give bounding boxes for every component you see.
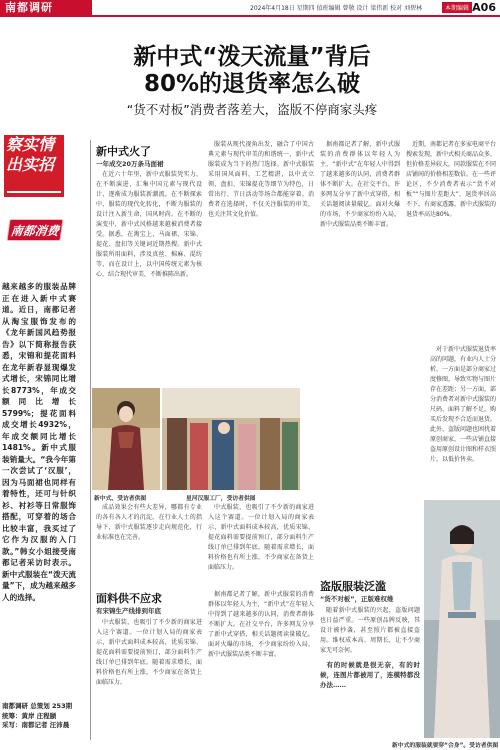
article-paragraph: 近期，南都记者在多家电商平台搜索发现，新中式相关商品众多，但价格差异较大，同款服装在不同店铺间的价格相差数倍。在一些评论区，不少消费者表示“货不对板”“与图片差距大”，退货率居高不下。有商家透露，新中式服装的退货率高达80%。 (406, 141, 496, 218)
article-column-s3 (320, 606, 420, 746)
section2-heading: 面料供不应求 (96, 592, 162, 605)
photo-caption-1: 新中式、受访者供图 (94, 496, 147, 502)
column-tag-underline (7, 191, 61, 193)
section1-subheading: 一年成交20万条马面裙 (96, 160, 164, 168)
article-paragraph: 对于新中式服装退货率高的问题，有业内人士分析，一方面是部分商家过度修图，导致实物与图片存在差距；另一方面，部分消费者对新中式服装的尺码、面料了解不足，购买后发现不合适而退货。此外，盗版问题也困扰着原创商家，一些店铺直接盗用原创设计图和样衣照片，以低价售卖。 (430, 346, 496, 463)
headline-line2: 80%的退货率怎么破 (143, 71, 361, 97)
lead-summary: 越来越多的服装品牌正在进入新中式赛道。近日，南都记者从淘宝服饰发布的《龙年新国风趋势报告》以下简称报告获悉，宋锦和提花面料在龙年新春显现爆发式增长，宋锦同比增长8773%，年成交额同比增长5799%；提花面料成交增长4932%，年成交额同比增长1481%。新中式服装销量大。“我今年第一次尝试了‘汉服’，因为马面裙也同样有着特性，还可与针织衫、衬衫等日常服饰搭配，可穿着的场合比较丰富，我买过了它作为汉服的入门款。”韩女小姐接受南都记者采访时表示。新中式服装在“泼天流量”下，成为越来越多人的选择。 (2, 282, 76, 602)
masthead (0, 0, 500, 16)
pull-quote: 有的时候就是很无奈，有的时候，连图片都被用了，连模特都没办法…… (320, 661, 420, 689)
article-paragraph: 成品效果会有些大差异，哪都有专业的各有各人才的沉淀。在行业人士的指导下，新中式服装逐步走向规范化，行业标准也在完善。 (96, 504, 202, 541)
headline (92, 44, 412, 98)
article-column-3 (320, 140, 400, 570)
article-column-4 (406, 140, 496, 340)
article-column-1 (96, 170, 202, 402)
photo-hanfu-store (162, 388, 300, 490)
credits: 南都调研 总策划 253期 统筹：黄岸 庄程颐 采写：南都记者 汪沛晨 (2, 702, 73, 729)
photo-caption-3: 新中式的服装就要穿“合身”。受访者供图 (392, 743, 499, 749)
section1-heading: 新中式火了 (96, 145, 151, 158)
photo-caption-2: 星河汉服工厂，受访者供图 (186, 496, 256, 502)
section2-subheading: 有宋锦生产线排到年底 (96, 607, 161, 615)
article-paragraph: 据南都记者了解，新中式服装的消费群体以年轻人为主，“新中式”在年轻人中得到了越来越多的认同，消费者群体不断扩大。在社交平台，许多网友分享了新中式穿搭，相关话题阅读量破亿。面对火爆的市场，不少商家纷纷入局，新中式服装品类不断丰富。 (320, 141, 400, 228)
section3-subheading: “货不对板”，正版难权维 (320, 595, 394, 603)
photo-hanfu-store-image (162, 388, 300, 490)
photo-qipao-model (92, 388, 160, 490)
edition-badge: 本期编辑 (442, 2, 472, 13)
article-column-1b (96, 503, 202, 583)
subheadline: “货不对板”消费者落差大，盗版不停商家头疼 (126, 102, 378, 117)
date-info: 2024年4月18日 星期四 值班编辑 曾敬 设计 梁伟新 校对 刘碧林 (250, 5, 423, 12)
masthead-rule (0, 15, 500, 17)
article-paragraph: 中式服装，也吸引了不少新的商家进入这个赛道。一位计划入局的商家表示，新中式面料成本较高，优质宋锦、提花面料需要提前预订，部分面料生产线订单已排到年底。随着需求增长，面料价格也有所上涨，不少商家在备货上面临压力。 (96, 619, 202, 686)
article-paragraph: 据南都记者了解，新中式服装的消费群体以年轻人为主，“新中式”在年轻人中得到了越来越多的认同，消费者群体不断扩大。在社交平台，许多网友分享了新中式穿搭，相关话题阅读量破亿。面对火爆的市场，不少商家纷纷入局，新中式服装品类不断丰富。 (208, 591, 314, 658)
article-column-3b (208, 590, 314, 746)
article-paragraph: 中式服装，也吸引了不少新的商家进入这个赛道。一位计划入局的商家表示，新中式面料成本较高，优质宋锦、提花面料需要提前预订，部分面料生产线订单已排到年底。随着需求增长，面料价格也有所上涨，不少商家在备货上面临压力。 (208, 504, 314, 571)
brand-logo: 南都消费 (6, 219, 63, 241)
left-sidebar (2, 135, 94, 241)
headline-line1: 新中式“泼天流量”背后 (133, 44, 371, 70)
column-tag-line2: 出实招 (6, 155, 55, 174)
article-paragraph: 在近六十年里，新中式服装凭实力，在不断演进，汇集中国元素与现代设计，逐渐成为服装新潮流。在不断探索中，服装的现代化转化，不断为服装的设计注入新生命，国风时尚。在不断的演变中，新中式风格越来越被消费者接受。据悉，在淘宝上，马面裙、宋锦、提花、盘扣等关键词近期热搜。新中式服装所用面料，涉及真丝、棉麻、混纺等，而在设计上，以中国传统元素为核心，结合现代审美，不断推陈出新。 (96, 171, 202, 278)
article-paragraph: 随着新中式服装的兴起，盗版问题也日益严重。一些原创品牌反映，其设计被抄袭，甚至照片都被直接盗用。维权成本高、周期长，让不少商家无可奈何。 (320, 607, 420, 654)
article-column-s2 (96, 618, 202, 746)
article-paragraph: 服装从现代视角出发，融合了中国古典元素与现代审美的和谐统一，新中式服装成为当下的热门选择。新中式服装采用国风面料，工艺精湛，以中式立领、盘扣、宋锦提花等细节为特色，日常出行、节日活动等场合都能穿着。消费者在选择时，不仅关注服装的审美，也关注其文化价值。 (208, 141, 314, 218)
section-tag: 南都调研 (0, 0, 92, 16)
photo-hanfu-model (424, 500, 500, 738)
photo-qipao-model-image (92, 388, 160, 490)
article-column-2 (208, 140, 314, 402)
photo-hanfu-model-image (424, 500, 500, 738)
column-tag (4, 135, 64, 197)
section3-heading: 盗版服装泛滥 (320, 580, 386, 593)
column-divider (90, 140, 91, 740)
page-number: A06 (472, 1, 496, 14)
article-column-2b (208, 503, 314, 583)
column-tag-line1: 察实情 (6, 135, 55, 154)
